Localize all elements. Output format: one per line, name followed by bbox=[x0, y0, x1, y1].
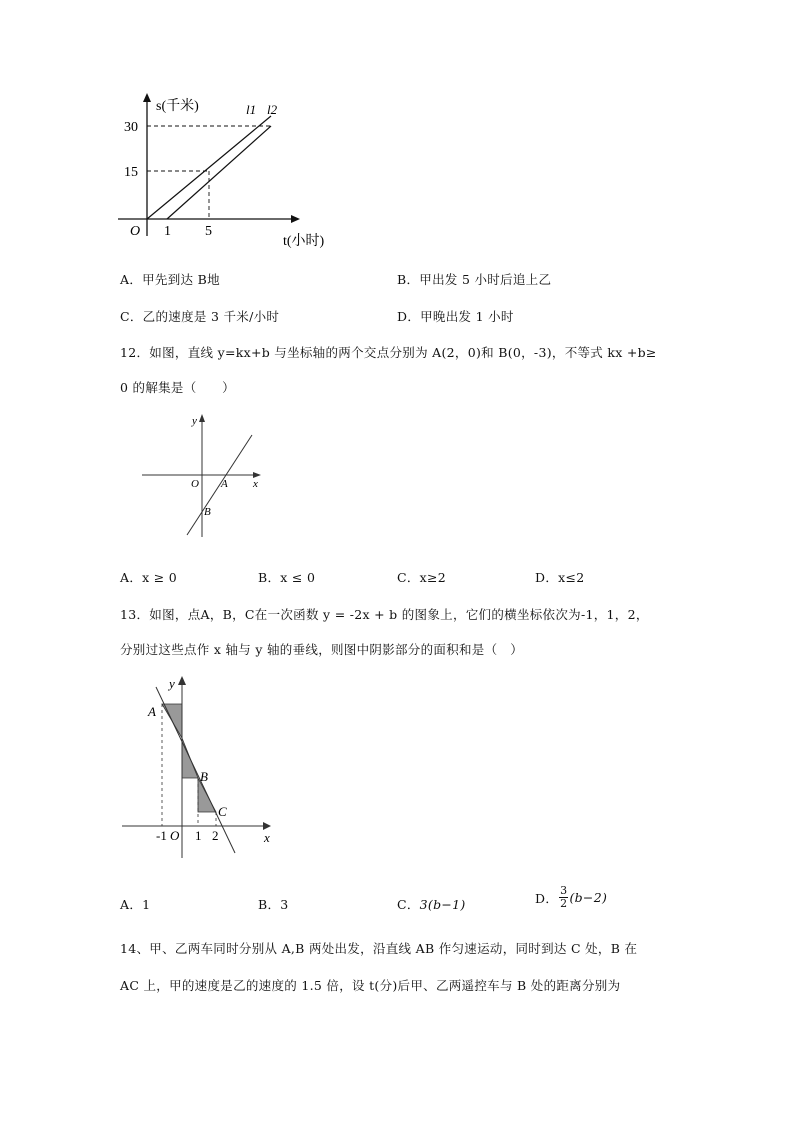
figure-line-ab bbox=[135, 405, 280, 545]
line-l1 bbox=[147, 116, 271, 219]
x-label: x bbox=[253, 478, 258, 490]
q12-stem-line1: 12．如图，直线 y=kx+b 与坐标轴的两个交点分别为 A(2，0)和 B(0，-3)，不等式 kx +b≥ bbox=[120, 345, 657, 360]
q13-option-a: A．1 bbox=[120, 897, 151, 912]
y-label: y bbox=[192, 415, 197, 427]
y-tick-15: 15 bbox=[124, 165, 138, 180]
q13-option-d-fraction bbox=[559, 885, 568, 910]
point-b-label: B bbox=[204, 506, 211, 518]
x-label: x bbox=[264, 830, 270, 845]
y-tick-30: 30 bbox=[124, 120, 138, 135]
y-axis-label: s(千米) bbox=[156, 99, 199, 114]
line-l2 bbox=[167, 126, 271, 219]
q14-stem-line2: AC 上，甲的速度是乙的速度的 1.5 倍，设 t(分)后甲、乙两遥控车与 B 处的距离分别为 bbox=[120, 978, 621, 993]
x-axis-arrow bbox=[263, 822, 271, 830]
q12-option-b: B．x ≤ 0 bbox=[258, 570, 316, 585]
q13-option-c-expr: 3(b−1) bbox=[419, 897, 466, 912]
q12-stem-line2: 0 的解集是（ ） bbox=[120, 380, 235, 395]
q11-option-c: C．乙的速度是 3 千米/小时 bbox=[120, 309, 280, 324]
q13-option-d bbox=[535, 885, 607, 910]
q13-option-c-prefix: C． bbox=[397, 897, 420, 912]
fraction-numerator: 3 bbox=[560, 884, 568, 897]
tick-two: 2 bbox=[212, 828, 219, 843]
q13-option-d-prefix: D． bbox=[535, 890, 559, 906]
tick-one: 1 bbox=[195, 828, 202, 843]
x-axis-label: t(小时) bbox=[283, 234, 325, 249]
label-l1: l1 bbox=[246, 102, 257, 117]
x-axis-arrow bbox=[291, 215, 300, 223]
y-axis-arrow bbox=[199, 414, 205, 422]
y-axis-arrow bbox=[143, 93, 151, 102]
q12-option-a: A．x ≥ 0 bbox=[120, 570, 178, 585]
point-a-label: A bbox=[148, 704, 156, 719]
q11-option-b: B．甲出发 5 小时后追上乙 bbox=[397, 272, 552, 287]
x-tick-1: 1 bbox=[164, 224, 171, 239]
tick-neg1: -1 bbox=[156, 828, 167, 843]
origin-label: O bbox=[130, 224, 141, 239]
x-tick-5: 5 bbox=[205, 224, 212, 239]
q13-option-c bbox=[397, 895, 466, 913]
q11-option-a: A．甲先到达 B地 bbox=[120, 272, 220, 287]
figure-shaded-triangles bbox=[118, 670, 283, 865]
figure-distance-time bbox=[110, 88, 350, 258]
point-b-label: B bbox=[200, 769, 208, 784]
origin-label: O bbox=[191, 478, 199, 490]
fraction-denominator: 2 bbox=[560, 897, 568, 910]
q13-option-b: B．3 bbox=[258, 897, 289, 912]
origin-label: O bbox=[170, 828, 180, 843]
y-label: y bbox=[169, 676, 175, 691]
q13-stem-line2: 分别过这些点作 x 轴与 y 轴的垂线，则图中阴影部分的面积和是（ ） bbox=[120, 642, 524, 657]
q11-option-d: D．甲晚出发 1 小时 bbox=[397, 309, 514, 324]
q12-option-c: C．x≥2 bbox=[397, 570, 447, 585]
label-l2: l2 bbox=[267, 102, 278, 117]
point-c-label: C bbox=[218, 804, 227, 819]
point-a-label: A bbox=[221, 478, 228, 490]
q13-option-d-tail: (b−2) bbox=[569, 890, 608, 905]
q12-option-d: D．x≤2 bbox=[535, 570, 585, 585]
y-axis-arrow bbox=[178, 676, 186, 685]
q14-stem-line1: 14、甲、乙两车同时分别从 A,B 两处出发，沿直线 AB 作匀速运动，同时到达 C 处，B 在 bbox=[120, 941, 638, 956]
q13-stem-line1: 13．如图，点A，B，C在一次函数 y = -2x + b 的图象上，它们的横坐标依次为-1，1，2， bbox=[120, 607, 649, 622]
